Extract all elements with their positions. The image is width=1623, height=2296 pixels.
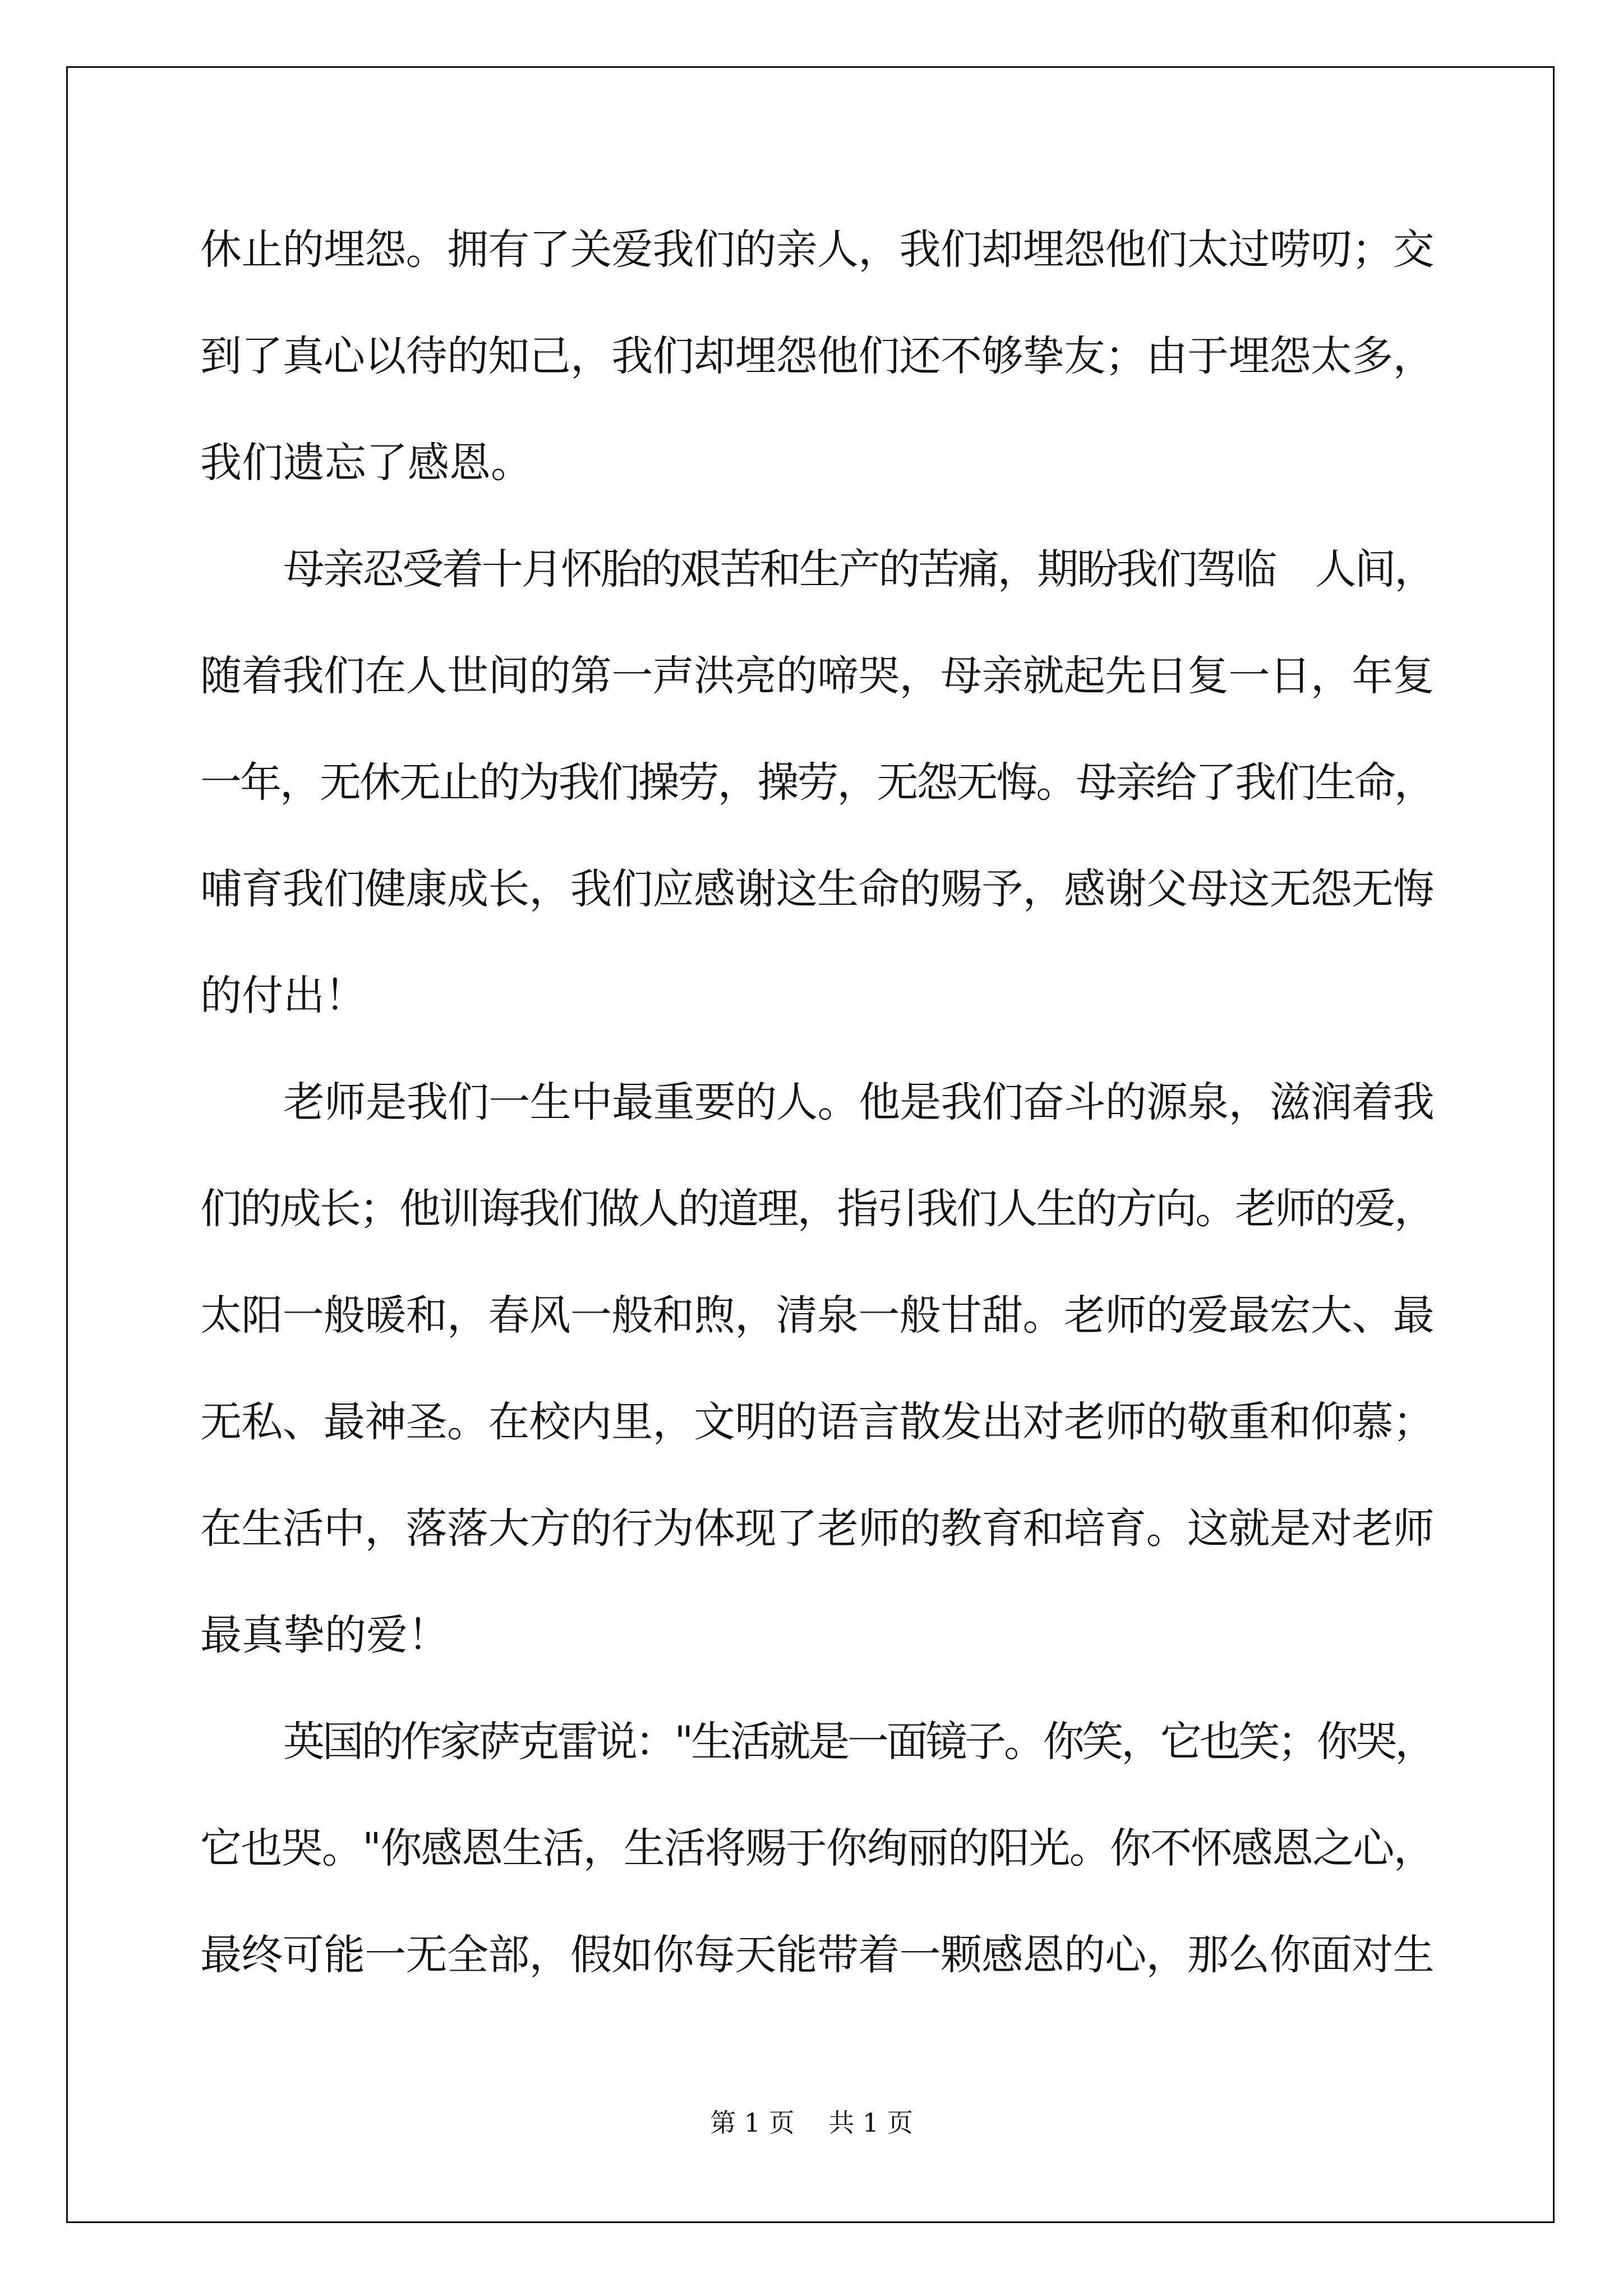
page-number-footer: 第 1 页 共 1 页 (710, 2108, 913, 2138)
text-line: 最真挚的爱！ (200, 1611, 449, 1659)
text-line: 的付出！ (200, 972, 366, 1020)
text-line: 最终可能一无全部，假如你每天能带着一颗感恩的心，那么你面对生 (200, 1931, 1434, 1979)
paragraph-first-line: 老师是我们一生中最重要的人。他是我们奋斗的源泉，滋润着我 (283, 1078, 1434, 1126)
text-line: 一年，无休无止的为我们操劳，操劳，无怨无悔。母亲给了我们生命， (200, 758, 1434, 807)
text-line: 无私、最神圣。在校内里，文明的语言散发出对老师的敬重和仰慕； (200, 1398, 1434, 1446)
text-line: 到了真心以待的知己，我们却埋怨他们还不够挚友；由于埋怨太多， (200, 332, 1434, 380)
text-line: 我们遗忘了感恩。 (200, 439, 532, 487)
paragraph-first-line: 英国的作家萨克雷说："生活就是一面镜子。你笑，它也笑；你哭， (283, 1718, 1434, 1766)
text-line: 哺育我们健康成长，我们应感谢这生命的赐予，感谢父母这无怨无悔 (200, 865, 1434, 913)
text-line: 随着我们在人世间的第一声洪亮的啼哭，母亲就起先日复一日，年复 (200, 652, 1434, 700)
text-line: 们的成长；他训诲我们做人的道理，指引我们人生的方向。老师的爱， (200, 1185, 1434, 1233)
paragraph-first-line: 母亲忍受着十月怀胎的艰苦和生产的苦痛，期盼我们驾临 人间， (283, 545, 1434, 593)
text-line: 太阳一般暖和，春风一般和煦，清泉一般甘甜。老师的爱最宏大、最 (200, 1291, 1434, 1340)
document-body (200, 216, 1434, 2028)
text-line: 它也哭。"你感恩生活，生活将赐于你绚丽的阳光。你不怀感恩之心， (200, 1824, 1434, 1872)
text-line: 休止的埋怨。拥有了关爱我们的亲人，我们却埋怨他们太过唠叨；交 (200, 226, 1434, 274)
text-line: 在生活中，落落大方的行为体现了老师的教育和培育。这就是对老师 (200, 1504, 1434, 1553)
